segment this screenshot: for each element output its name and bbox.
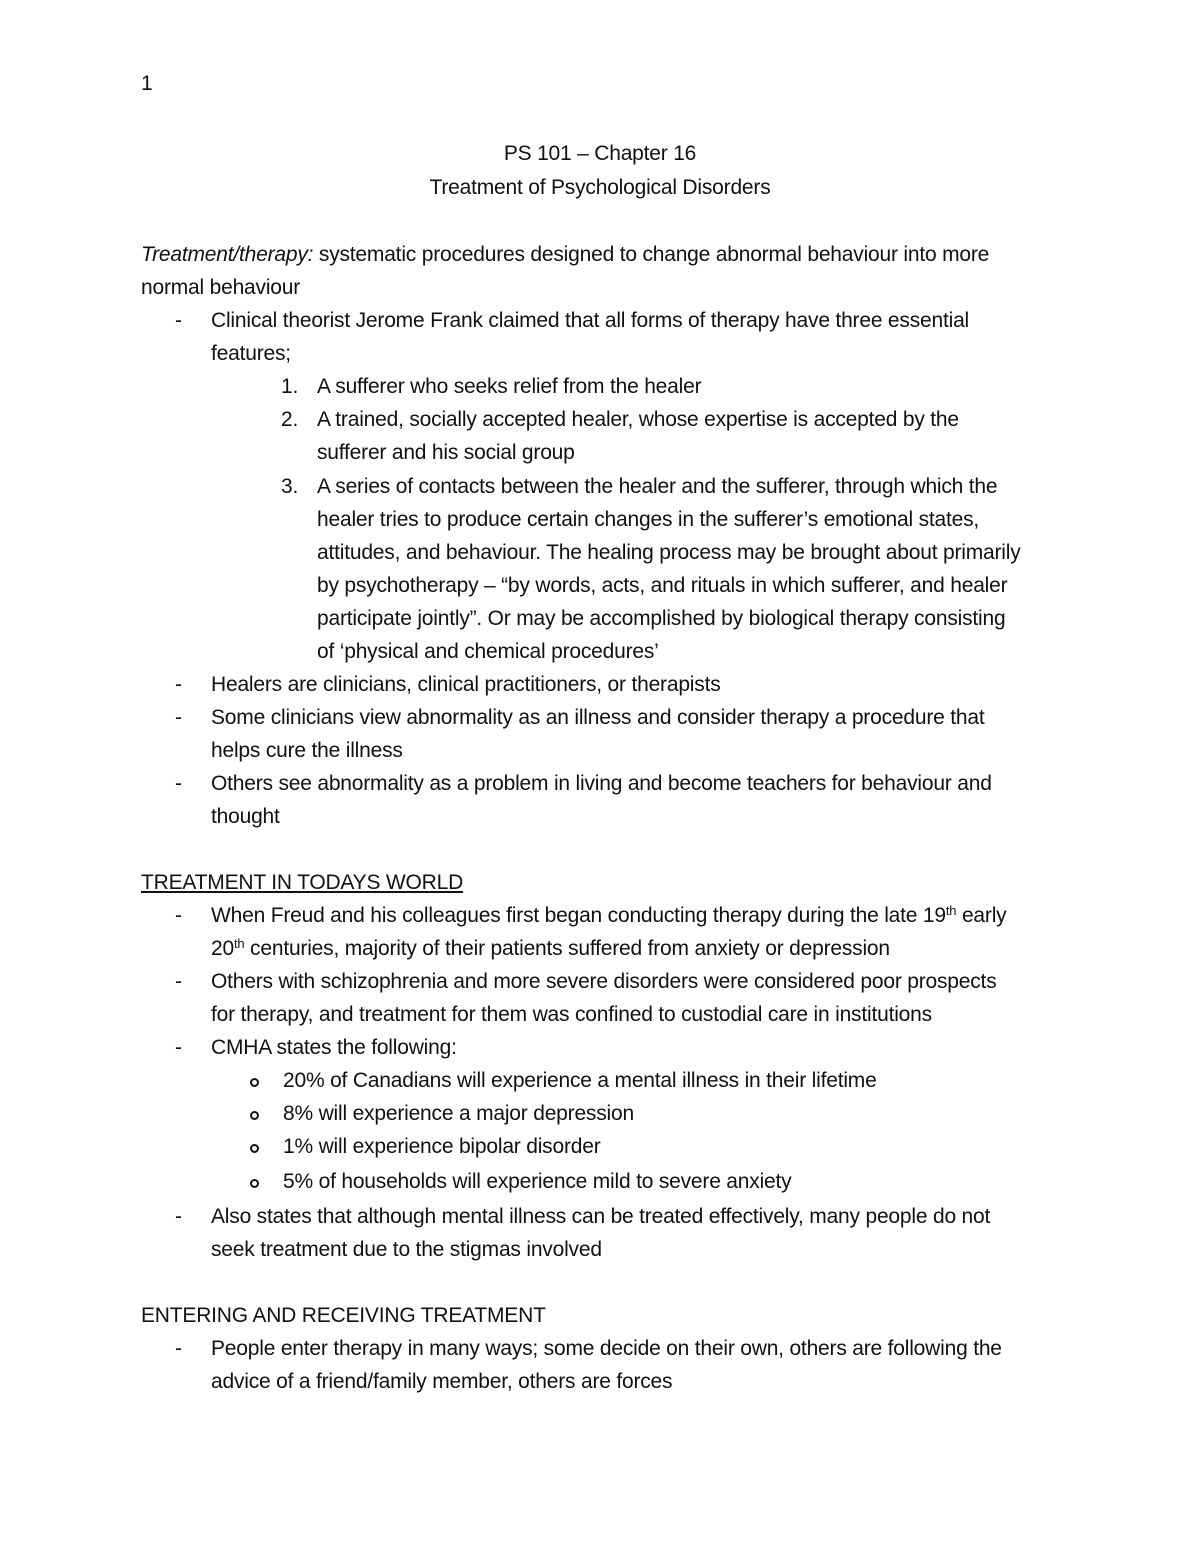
list-number: 1. bbox=[281, 375, 299, 398]
bullet-text: Healers are clinicians, clinical practitioners, or therapists bbox=[211, 673, 721, 696]
numbered-item-text: participate jointly”. Or may be accomplished by biological therapy consisting bbox=[317, 607, 1006, 630]
section-heading: TREATMENT IN TODAYS WORLD bbox=[141, 871, 464, 894]
bullet-text: features; bbox=[211, 342, 291, 365]
list-number: 2. bbox=[281, 408, 299, 431]
bullet-dash: - bbox=[175, 673, 182, 696]
definition-line-2: normal behaviour bbox=[141, 276, 301, 299]
bullet-dash: - bbox=[175, 1205, 182, 1228]
numbered-item-text: A trained, socially accepted healer, whose expertise is accepted by the bbox=[317, 408, 959, 431]
sub-bullet-text: 5% of households will experience mild to severe anxiety bbox=[283, 1170, 792, 1193]
bullet-text: Also states that although mental illness can be treated effectively, many people do not bbox=[211, 1205, 991, 1228]
bullet-text: People enter therapy in many ways; some decide on their own, others are following the bbox=[211, 1337, 1002, 1360]
sub-bullet-text: 1% will experience bipolar disorder bbox=[283, 1135, 601, 1158]
numbered-item-text: A sufferer who seeks relief from the healer bbox=[317, 375, 702, 398]
circle-bullet-icon bbox=[250, 1179, 259, 1188]
definition-term: Treatment/therapy: bbox=[141, 243, 314, 266]
bullet-text: CMHA states the following: bbox=[211, 1036, 457, 1059]
bullet-text: seek treatment due to the stigmas involved bbox=[211, 1238, 602, 1261]
numbered-item-text: attitudes, and behaviour. The healing process may be brought about primarily bbox=[317, 541, 1021, 564]
bullet-text: Others see abnormality as a problem in living and become teachers for behaviour and bbox=[211, 772, 992, 795]
bullet-dash: - bbox=[175, 970, 182, 993]
bullet-text: advice of a friend/family member, others are forces bbox=[211, 1370, 673, 1393]
document-title: PS 101 – Chapter 16 bbox=[503, 142, 697, 165]
bullet-dash: - bbox=[175, 706, 182, 729]
bullet-text: 20th centuries, majority of their patients suffered from anxiety or depression bbox=[211, 936, 890, 960]
definition-line-1: Treatment/therapy: systematic procedures designed to change abnormal behaviour into more bbox=[141, 243, 990, 266]
sub-bullet-text: 8% will experience a major depression bbox=[283, 1102, 634, 1125]
bullet-text: Clinical theorist Jerome Frank claimed that all forms of therapy have three essential bbox=[211, 309, 970, 332]
numbered-item-text: of ‘physical and chemical procedures’ bbox=[317, 640, 659, 663]
bullet-text: thought bbox=[211, 805, 280, 828]
bullet-dash: - bbox=[175, 309, 182, 332]
numbered-item-text: A series of contacts between the healer and the sufferer, through which the bbox=[317, 475, 998, 498]
circle-bullet-icon bbox=[250, 1144, 259, 1153]
bullet-text: Others with schizophrenia and more severe disorders were considered poor prospects bbox=[211, 970, 997, 993]
sub-bullet-text: 20% of Canadians will experience a mental illness in their lifetime bbox=[283, 1069, 877, 1092]
bullet-text: helps cure the illness bbox=[211, 739, 403, 762]
bullet-text: When Freud and his colleagues first began conducting therapy during the late 19th early bbox=[211, 903, 1007, 927]
section-heading: ENTERING AND RECEIVING TREATMENT bbox=[141, 1304, 546, 1327]
page-number: 1 bbox=[141, 72, 153, 95]
bullet-text: for therapy, and treatment for them was confined to custodial care in institutions bbox=[211, 1003, 932, 1026]
numbered-item-text: by psychotherapy – “by words, acts, and rituals in which sufferer, and healer bbox=[317, 574, 1008, 597]
bullet-dash: - bbox=[175, 772, 182, 795]
circle-bullet-icon bbox=[250, 1111, 259, 1120]
bullet-dash: - bbox=[175, 1337, 182, 1360]
numbered-item-text: healer tries to produce certain changes in the sufferer’s emotional states, bbox=[317, 508, 980, 531]
bullet-text: Some clinicians view abnormality as an illness and consider therapy a procedure that bbox=[211, 706, 985, 729]
numbered-item-text: sufferer and his social group bbox=[317, 441, 575, 464]
bullet-dash: - bbox=[175, 1036, 182, 1059]
document-subtitle: Treatment of Psychological Disorders bbox=[429, 176, 771, 199]
bullet-dash: - bbox=[175, 904, 182, 927]
circle-bullet-icon bbox=[250, 1078, 259, 1087]
list-number: 3. bbox=[281, 475, 299, 498]
